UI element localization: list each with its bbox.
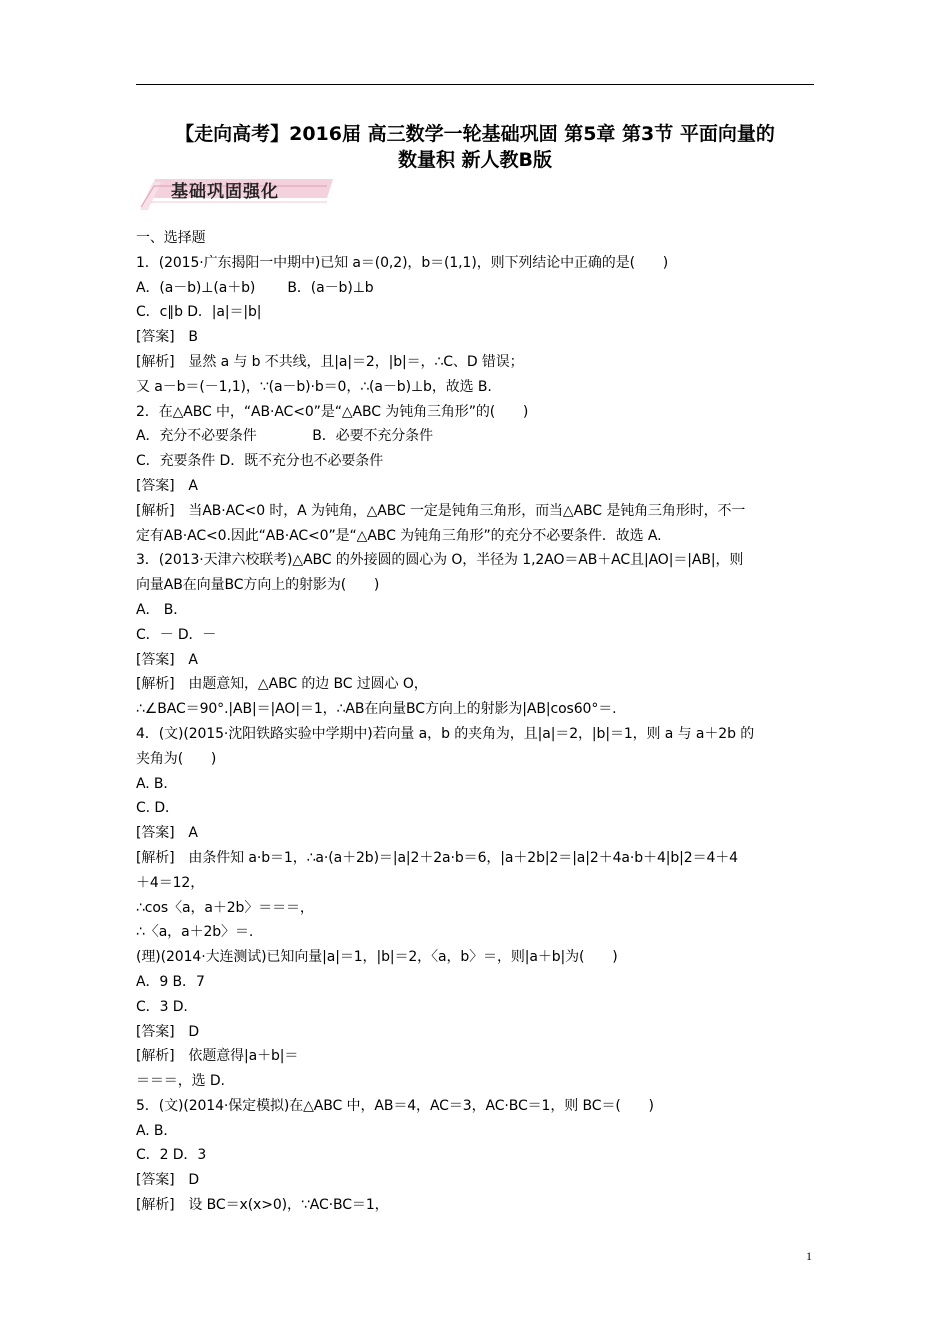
text-line: C．c∥b D．|a|＝|b| — [136, 304, 262, 321]
text-line: C．3 D. — [136, 998, 188, 1015]
text-line: 又 a－b＝(－1,1)，∵(a－b)·b＝0，∴(a－b)⊥b，故选 B. — [136, 378, 492, 395]
page-number: 1 — [806, 1249, 812, 1263]
document-body — [136, 226, 816, 1218]
text-line: ＋4＝12， — [136, 874, 205, 891]
text-line: [答案] A — [136, 477, 198, 494]
text-line: A． B． — [136, 601, 188, 618]
text-line: A. B． — [136, 1122, 178, 1139]
text-line: A．9 B．7 — [136, 973, 205, 990]
text-line: A．(a－b)⊥(a＋b) B．(a－b)⊥b — [136, 279, 374, 296]
text-line: [解析] 由条件知 a·b＝1，∴a·(a＋2b)＝|a|2＋2a·b＝6，|a＋2b|2＝|a|2＋4a·b＋4|b|2＝4＋4 — [136, 849, 738, 866]
text-line: 4．(文)(2015·沈阳铁路实验中学期中)若向量 a，b 的夹角为，且|a|＝2，|b|＝1，则 a 与 a＋2b 的 — [136, 725, 755, 742]
text-line: ∴∠BAC＝90°.|AB|＝|AO|＝1，∴AB在向量BC方向上的射影为|AB|cos60°＝. — [136, 701, 617, 718]
text-line: C．－ D．－ — [136, 626, 217, 643]
text-line: C. D． — [136, 800, 179, 817]
text-line: C．充要条件 D．既不充分也不必要条件 — [136, 453, 384, 470]
text-line: 3．(2013·天津六校联考)△ABC 的外接圆的圆心为 O，半径为 1,2AO＝AB＋AC且|AO|＝|AB|，则 — [136, 552, 744, 569]
text-line: ∴〈a，a＋2b〉＝. — [136, 924, 254, 941]
text-line: 定有AB·AC<0.因此“AB·AC<0”是“△ABC 为钝角三角形”的充分不必要条件．故选 A. — [136, 527, 662, 544]
text-line: [答案] B — [136, 329, 198, 346]
text-line: [解析] 显然 a 与 b 不共线，且|a|＝2，|b|＝，∴C、D 错误； — [136, 353, 524, 370]
text-line: A. B． — [136, 775, 178, 792]
section-banner — [137, 174, 337, 212]
text-line: [答案] D — [136, 1023, 200, 1040]
text-line: ＝＝＝，选 D. — [136, 1073, 225, 1090]
text-line: [解析] 依题意得|a＋b|＝ — [136, 1048, 299, 1065]
text-line: [答案] A — [136, 651, 198, 668]
text-line: 1．(2015·广东揭阳一中期中)已知 a＝(0,2)，b＝(1,1)，则下列结论中正确的是( ) — [136, 254, 669, 271]
title-line-2: 数量积 新人教B版 — [397, 149, 553, 171]
title-line-1: 【走向高考】2016届 高三数学一轮基础巩固 第5章 第3节 平面向量的 — [175, 123, 775, 145]
document-title — [136, 121, 814, 173]
text-line: 一、选择题 — [136, 230, 206, 246]
text-line: 夹角为( ) — [136, 750, 217, 767]
text-line: C．2 D．3 — [136, 1147, 207, 1164]
text-line: A．充分不必要条件 B．必要不充分条件 — [136, 428, 433, 445]
text-line: [答案] D — [136, 1172, 200, 1189]
header-rule — [136, 84, 814, 85]
text-line: (理)(2014·大连测试)已知向量|a|＝1，|b|＝2，〈a，b〉＝，则|a＋b|为( ) — [136, 949, 618, 966]
text-line: 2．在△ABC 中，“AB·AC<0”是“△ABC 为钝角三角形”的( ) — [136, 403, 529, 420]
text-line: [解析] 设 BC＝x(x>0)，∵AC·BC＝1， — [136, 1197, 389, 1214]
text-line: [解析] 由题意知，△ABC 的边 BC 过圆心 O， — [136, 676, 428, 693]
text-line: ∴cos〈a，a＋2b〉＝＝＝， — [136, 899, 314, 916]
text-line: 5．(文)(2014·保定模拟)在△ABC 中，AB＝4，AC＝3，AC·BC＝1，则 BC＝( ) — [136, 1097, 654, 1114]
text-line: 向量AB在向量BC方向上的射影为( ) — [136, 577, 380, 594]
text-line: [解析] 当AB·AC<0 时，A 为钝角，△ABC 一定是钝角三角形，而当△ABC 是钝角三角形时，不一 — [136, 502, 746, 519]
text-line: [答案] A — [136, 825, 198, 842]
banner-label: 基础巩固强化 — [171, 182, 279, 202]
